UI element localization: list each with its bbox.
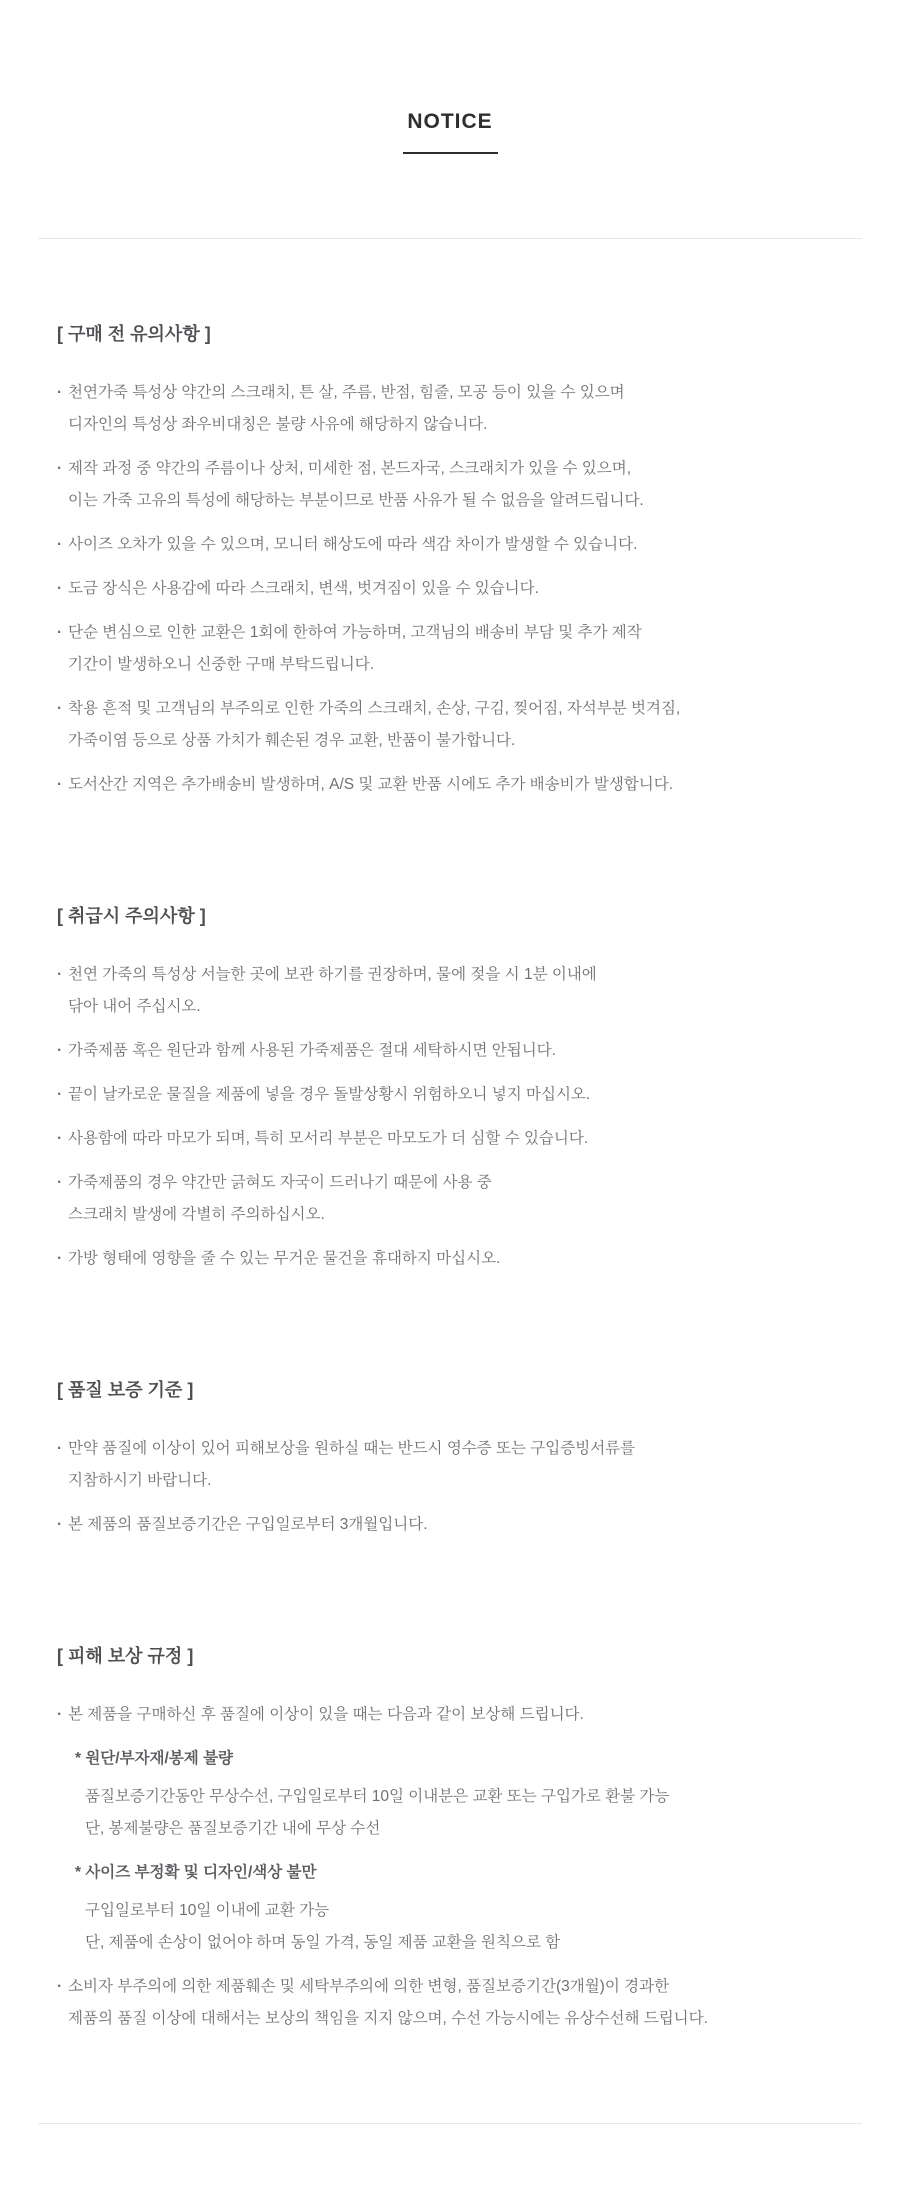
section-title: [ 피해 보상 규정 ] bbox=[57, 1646, 194, 1667]
bottom-divider bbox=[38, 2123, 862, 2124]
list-item bbox=[57, 1971, 843, 2035]
list-item bbox=[57, 1167, 843, 1231]
section-title: [ 구매 전 유의사항 ] bbox=[57, 324, 211, 345]
section-body bbox=[57, 377, 843, 801]
list-item bbox=[57, 1035, 843, 1067]
list-item bbox=[57, 959, 843, 1023]
notice-line: · 가죽제품 혹은 원단과 함께 사용된 가죽제품은 절대 세탁하시면 안됩니다. bbox=[68, 1042, 556, 1060]
section-purchase-precautions bbox=[57, 323, 843, 801]
notice-line: 가죽이염 등으로 상품 가치가 훼손된 경우 교환, 반품이 불가합니다. bbox=[68, 732, 516, 750]
notice-line: 스크래치 발생에 각별히 주의하십시오. bbox=[68, 1206, 325, 1224]
notice-line: · 도금 장식은 사용감에 따라 스크래치, 변색, 벗겨짐이 있을 수 있습니다. bbox=[68, 580, 539, 598]
list-item bbox=[57, 617, 843, 681]
notice-line: 닦아 내어 주십시오. bbox=[68, 998, 201, 1016]
notice-page bbox=[0, 14, 900, 2124]
list-item bbox=[57, 453, 843, 517]
section-handling-precautions bbox=[57, 905, 843, 1275]
notice-line: 단, 제품에 손상이 없어야 하며 동일 가격, 동일 제품 교환을 원칙으로 함 bbox=[85, 1934, 561, 1952]
sub-item-lines bbox=[75, 1781, 843, 1845]
notice-line: · 본 제품의 품질보증기간은 구입일로부터 3개월입니다. bbox=[68, 1516, 428, 1534]
section-body bbox=[57, 1699, 843, 2035]
notice-line: · 사이즈 오차가 있을 수 있으며, 모니터 해상도에 따라 색감 차이가 발생할 수 있습니다. bbox=[68, 536, 638, 554]
title-underline bbox=[403, 152, 498, 154]
section-title: [ 품질 보증 기준 ] bbox=[57, 1380, 194, 1401]
section-body bbox=[57, 1433, 843, 1541]
notice-line: 제품의 품질 이상에 대해서는 보상의 책임을 지지 않으며, 수선 가능시에는 유상수선해 드립니다. bbox=[68, 2010, 708, 2028]
notice-line: · 본 제품을 구매하신 후 품질에 이상이 있을 때는 다음과 같이 보상해 드립니다. bbox=[68, 1706, 584, 1724]
notice-line: · 가방 형태에 영향을 줄 수 있는 무거운 물건을 휴대하지 마십시오. bbox=[68, 1250, 501, 1268]
notice-line: · 천연 가죽의 특성상 서늘한 곳에 보관 하기를 권장하며, 물에 젖을 시 1분 이내에 bbox=[68, 966, 597, 984]
list-item bbox=[57, 529, 843, 561]
notice-line: · 천연가죽 특성상 약간의 스크래치, 튼 살, 주름, 반점, 힘줄, 모공 등이 있을 수 있으며 bbox=[68, 384, 625, 402]
notice-line: · 소비자 부주의에 의한 제품훼손 및 세탁부주의에 의한 변형, 품질보증기간(3개월)이 경과한 bbox=[68, 1978, 670, 1996]
list-item bbox=[57, 1079, 843, 1111]
notice-line: 디자인의 특성상 좌우비대칭은 불량 사유에 해당하지 않습니다. bbox=[68, 416, 488, 434]
notice-line: · 도서산간 지역은 추가배송비 발생하며, A/S 및 교환 반품 시에도 추가 배송비가 발생합니다. bbox=[68, 776, 674, 794]
page-title: NOTICE bbox=[407, 110, 493, 134]
list-item bbox=[57, 573, 843, 605]
sub-item-size-design bbox=[57, 1857, 843, 1959]
section-title: [ 취급시 주의사항 ] bbox=[57, 906, 206, 927]
notice-line: · 착용 흔적 및 고객님의 부주의로 인한 가죽의 스크래치, 손상, 구김, 찢어짐, 자석부분 벗겨짐, bbox=[68, 700, 681, 718]
list-item bbox=[57, 1699, 843, 1731]
notice-line: · 가죽제품의 경우 약간만 긁혀도 자국이 드러나기 때문에 사용 중 bbox=[68, 1174, 492, 1192]
notice-line: · 끝이 날카로운 물질을 제품에 넣을 경우 돌발상황시 위험하오니 넣지 마십시오. bbox=[68, 1086, 591, 1104]
notice-line: · 제작 과정 중 약간의 주름이나 상처, 미세한 점, 본드자국, 스크래치가 있을 수 있으며, bbox=[68, 460, 632, 478]
list-item bbox=[57, 693, 843, 757]
list-item bbox=[57, 377, 843, 441]
sub-item-title: * 사이즈 부정확 및 디자인/색상 불만 bbox=[75, 1864, 317, 1882]
section-quality-guarantee bbox=[57, 1379, 843, 1541]
list-item bbox=[57, 1123, 843, 1155]
notice-line: 기간이 발생하오니 신중한 구매 부탁드립니다. bbox=[68, 656, 375, 674]
list-item bbox=[57, 769, 843, 801]
notice-line: 구입일로부터 10일 이내에 교환 가능 bbox=[85, 1902, 330, 1920]
sub-item-fabric-defect bbox=[57, 1743, 843, 1845]
top-divider bbox=[38, 238, 862, 239]
list-item bbox=[57, 1433, 843, 1497]
notice-content bbox=[0, 323, 900, 2035]
section-body bbox=[57, 959, 843, 1275]
notice-line: 지참하시기 바랍니다. bbox=[68, 1472, 212, 1490]
section-damage-compensation bbox=[57, 1645, 843, 2035]
list-item bbox=[57, 1243, 843, 1275]
notice-line: 품질보증기간동안 무상수선, 구입일로부터 10일 이내분은 교환 또는 구입가로 환불 가능 bbox=[85, 1788, 670, 1806]
notice-line: 이는 가죽 고유의 특성에 해당하는 부분이므로 반품 사유가 될 수 없음을 알려드립니다. bbox=[68, 492, 644, 510]
notice-line: · 만약 품질에 이상이 있어 피해보상을 원하실 때는 반드시 영수증 또는 구입증빙서류를 bbox=[68, 1440, 636, 1458]
sub-item-title: * 원단/부자재/봉제 불량 bbox=[75, 1750, 234, 1768]
notice-line: · 사용함에 따라 마모가 되며, 특히 모서리 부분은 마모도가 더 심할 수 있습니다. bbox=[68, 1130, 589, 1148]
notice-line: 단, 봉제불량은 품질보증기간 내에 무상 수선 bbox=[85, 1820, 381, 1838]
list-item bbox=[57, 1509, 843, 1541]
sub-item-lines bbox=[75, 1895, 843, 1959]
notice-line: · 단순 변심으로 인한 교환은 1회에 한하여 가능하며, 고객님의 배송비 부담 및 추가 제작 bbox=[68, 624, 642, 642]
